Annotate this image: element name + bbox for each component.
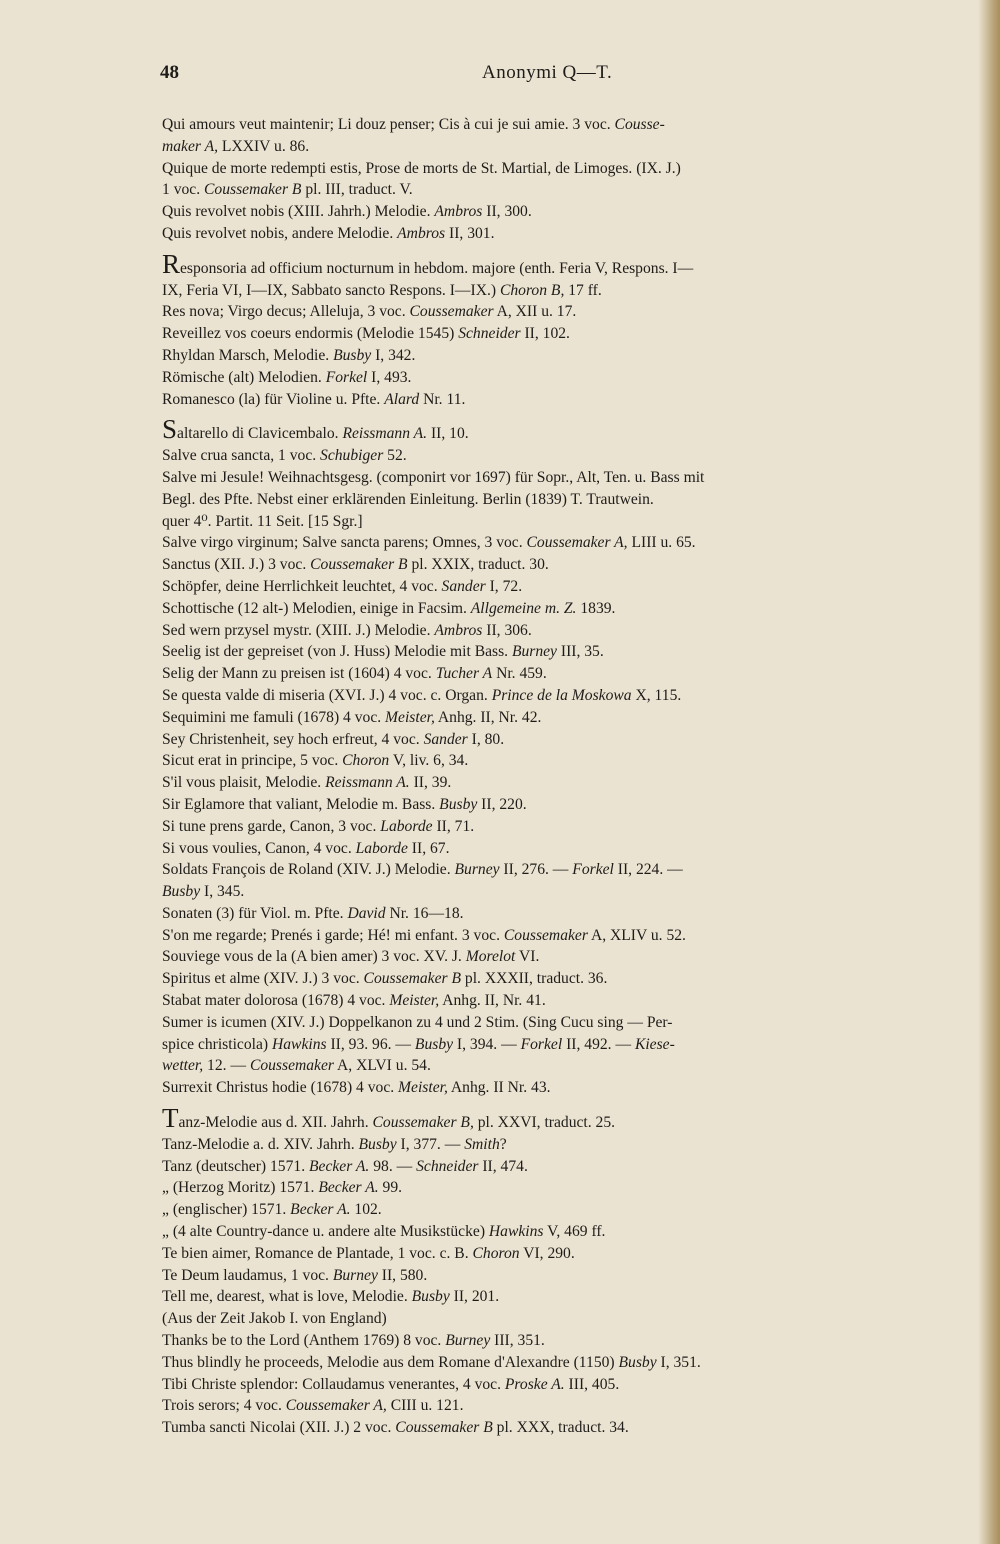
catalog-entry bbox=[162, 663, 938, 685]
source-reference: Forkel bbox=[520, 1035, 563, 1053]
entry-text: Schöpfer, deine Herrlichkeit leuchtet, 4 voc. bbox=[162, 577, 442, 595]
source-reference: Ambros bbox=[434, 203, 483, 221]
entry-text: pl. III, traduct. V. bbox=[301, 181, 413, 199]
source-reference: Coussemaker A, bbox=[285, 1397, 387, 1415]
catalog-entry bbox=[162, 1395, 938, 1417]
entry-text: Romanesco (la) für Violine u. Pfte. bbox=[162, 390, 385, 408]
entry-text: Soldats François de Roland (XIV. J.) Melodie. bbox=[162, 861, 455, 879]
entry-text: S'on me regarde; Prenés i garde; Hé! mi enfant. 3 voc. bbox=[162, 926, 504, 944]
catalog-entry bbox=[162, 323, 938, 345]
source-reference: Allgemeine m. Z. bbox=[470, 599, 577, 617]
catalog-entry bbox=[162, 223, 938, 245]
source-reference: Meister, bbox=[389, 992, 440, 1010]
source-reference: Laborde bbox=[355, 839, 408, 857]
catalog-entry bbox=[162, 968, 938, 990]
catalog-entry bbox=[162, 750, 938, 772]
entry-text: Sicut erat in principe, 5 voc. bbox=[162, 752, 343, 770]
catalog-entry bbox=[162, 598, 938, 620]
catalog-entry bbox=[162, 301, 938, 323]
entry-text: Sey Christenheit, sey hoch erfreut, 4 voc. bbox=[162, 730, 424, 748]
source-reference: Alard bbox=[384, 390, 420, 408]
catalog-entry bbox=[162, 345, 938, 367]
entry-text: Salve crua sancta, 1 voc. bbox=[162, 447, 321, 465]
entry-text: VI. bbox=[515, 948, 540, 966]
entry-text: Res nova; Virgo decus; Alleluja, 3 voc. bbox=[162, 303, 410, 321]
entry-text: I, 72. bbox=[485, 577, 523, 595]
source-reference: Coussemaker B bbox=[310, 556, 408, 574]
catalog-entry bbox=[162, 1177, 938, 1199]
entry-text: Quis revolvet nobis, andere Melodie. bbox=[162, 224, 398, 242]
catalog-entry bbox=[162, 1012, 938, 1034]
catalog-entry bbox=[162, 136, 938, 158]
entry-text: IX, Feria VI, I—IX, Sabbato sancto Respons. I—IX.) bbox=[162, 281, 500, 299]
entry-text: Te bien aimer, Romance de Plantade, 1 voc. c. B. bbox=[162, 1244, 473, 1262]
entry-text: Sir Eglamore that valiant, Melodie m. Bass. bbox=[162, 795, 440, 813]
catalog-entry bbox=[162, 1286, 938, 1308]
source-reference: Hawkins bbox=[488, 1223, 544, 1241]
entry-text: Salve mi Jesule! Weihnachtsgesg. (componirt vor 1697) für Sopr., Alt, Ten. u. Bass mit bbox=[162, 468, 705, 486]
entry-text: I, 351. bbox=[656, 1353, 701, 1371]
entry-text: I, 377. — bbox=[396, 1135, 465, 1153]
source-reference: Reissmann A. bbox=[342, 425, 428, 443]
entry-text: ? bbox=[499, 1135, 507, 1153]
catalog-entry bbox=[162, 445, 938, 467]
catalog-entry bbox=[162, 1330, 938, 1352]
entry-text: II, 224. — bbox=[613, 861, 683, 879]
source-reference: Ambros bbox=[397, 224, 446, 242]
source-reference: Reissmann A. bbox=[325, 774, 410, 792]
entry-text: I, 80. bbox=[467, 730, 505, 748]
entry-text: Si tune prens garde, Canon, 3 voc. bbox=[162, 817, 381, 835]
entry-list bbox=[162, 114, 938, 1439]
entry-text: Quique de morte redempti estis, Prose de morts de St. Martial, de Limoges. (IX. J.) bbox=[162, 159, 681, 177]
entry-text: Tell me, dearest, what is love, Melodie. bbox=[162, 1288, 412, 1306]
entry-text: A, XLIV u. 52. bbox=[587, 926, 686, 944]
entry-text: 1 voc. bbox=[162, 181, 205, 199]
entry-text: I, 345. bbox=[200, 883, 245, 901]
page-edge-shadow bbox=[978, 0, 1000, 1544]
catalog-entry bbox=[162, 816, 938, 838]
entry-text: Te Deum laudamus, 1 voc. bbox=[162, 1266, 333, 1284]
entry-text: pl. XXVI, traduct. 25. bbox=[473, 1114, 616, 1132]
entry-text: Sonaten (3) für Viol. m. Pfte. bbox=[162, 904, 348, 922]
entry-text: 102. bbox=[350, 1201, 382, 1219]
entry-text: Salve virgo virginum; Salve sancta parens; Omnes, 3 voc. bbox=[162, 534, 527, 552]
catalog-entry bbox=[162, 367, 938, 389]
entry-text: quer 4⁰. Partit. 11 Seit. [15 Sgr.] bbox=[162, 512, 363, 530]
source-reference: Kiese- bbox=[634, 1035, 675, 1053]
catalog-entry bbox=[162, 1308, 938, 1330]
entry-text: X, 115. bbox=[631, 686, 682, 704]
entry-text: „ (Herzog Moritz) 1571. bbox=[162, 1179, 319, 1197]
catalog-entry bbox=[162, 641, 938, 663]
catalog-entry bbox=[162, 881, 938, 903]
page-header bbox=[160, 62, 920, 90]
section-initial: T bbox=[162, 1103, 179, 1134]
catalog-entry bbox=[162, 903, 938, 925]
catalog-entry bbox=[162, 280, 938, 302]
entry-text: Selig der Mann zu preisen ist (1604) 4 voc. bbox=[162, 665, 436, 683]
catalog-entry bbox=[162, 1134, 938, 1156]
source-reference: Laborde bbox=[380, 817, 433, 835]
entry-text: II, 492. — bbox=[562, 1035, 635, 1053]
source-reference: Sander bbox=[441, 577, 486, 595]
entry-text: II, 276. — bbox=[499, 861, 573, 879]
catalog-entry bbox=[162, 794, 938, 816]
entry-text: (Aus der Zeit Jakob I. von England) bbox=[162, 1310, 387, 1328]
page-number: 48 bbox=[160, 62, 179, 83]
entry-text: II, 102. bbox=[520, 325, 570, 343]
source-reference: Busby bbox=[618, 1353, 657, 1371]
entry-text: II, 580. bbox=[377, 1266, 428, 1284]
source-reference: Smith bbox=[464, 1135, 500, 1153]
entry-text: 1839. bbox=[576, 599, 616, 617]
source-reference: Choron bbox=[472, 1244, 520, 1262]
entry-text: II, 220. bbox=[477, 795, 527, 813]
entry-text: Spiritus et alme (XIV. J.) 3 voc. bbox=[162, 970, 364, 988]
entry-text: Sed wern przysel mystr. (XIII. J.) Melodie. bbox=[162, 621, 435, 639]
source-reference: Schubiger bbox=[320, 447, 384, 465]
entry-text: II, 39. bbox=[409, 774, 452, 792]
entry-text: A, XII u. 17. bbox=[493, 303, 577, 321]
entry-text: Tumba sancti Nicolai (XII. J.) 2 voc. bbox=[162, 1419, 396, 1437]
entry-text: A, XLVI u. 54. bbox=[333, 1057, 431, 1075]
entry-text: II, 300. bbox=[482, 203, 532, 221]
catalog-entry bbox=[162, 1103, 938, 1134]
source-reference: Burney bbox=[454, 861, 500, 879]
catalog-entry bbox=[162, 1034, 938, 1056]
source-reference: Choron B, bbox=[499, 281, 565, 299]
entry-text: Tibi Christe splendor: Collaudamus venerantes, 4 voc. bbox=[162, 1375, 505, 1393]
catalog-entry bbox=[162, 620, 938, 642]
catalog-entry bbox=[162, 532, 938, 554]
entry-text: S'il vous plaisit, Melodie. bbox=[162, 774, 326, 792]
catalog-entry bbox=[162, 925, 938, 947]
entry-text: II, 306. bbox=[482, 621, 532, 639]
catalog-entry bbox=[162, 1374, 938, 1396]
entry-text: pl. XXIX, traduct. 30. bbox=[407, 556, 549, 574]
entry-text: II, 93. 96. — bbox=[326, 1035, 415, 1053]
catalog-entry bbox=[162, 489, 938, 511]
entry-text: pl. XXXII, traduct. 36. bbox=[461, 970, 608, 988]
entry-text: spice christicola) bbox=[162, 1035, 272, 1053]
source-reference: Meister, bbox=[385, 708, 435, 726]
running-title: Anonymi Q—T. bbox=[482, 62, 613, 83]
entry-text: III, 351. bbox=[490, 1332, 545, 1350]
source-reference: Busby bbox=[414, 1035, 454, 1053]
entry-text: Qui amours veut maintenir; Li douz penser; Cis à cui je sui amie. 3 voc. bbox=[162, 116, 615, 133]
source-reference: Coussemaker B bbox=[204, 181, 302, 199]
entry-text: pl. XXX, traduct. 34. bbox=[492, 1419, 629, 1437]
entry-text: Thus blindly he proceeds, Melodie aus dem Romane d'Alexandre (1150) bbox=[162, 1353, 619, 1371]
entry-text: Surrexit Christus hodie (1678) 4 voc. bbox=[162, 1079, 399, 1097]
entry-text: 98. — bbox=[369, 1157, 417, 1175]
entry-text: Se questa valde di miseria (XVI. J.) 4 voc. c. Organ. bbox=[162, 686, 492, 704]
catalog-entry bbox=[162, 114, 938, 136]
source-reference: Forkel bbox=[572, 861, 614, 879]
entry-text: II, 71. bbox=[432, 817, 475, 835]
source-reference: wetter, bbox=[162, 1057, 204, 1075]
source-reference: Busby bbox=[333, 346, 372, 364]
catalog-entry bbox=[162, 576, 938, 598]
source-reference: Schneider bbox=[416, 1157, 479, 1175]
catalog-entry bbox=[162, 1265, 938, 1287]
source-reference: Prince de la Moskowa bbox=[491, 686, 632, 704]
source-reference: Coussemaker bbox=[409, 303, 494, 321]
source-reference: Burney bbox=[332, 1266, 378, 1284]
source-reference: Schneider bbox=[458, 325, 521, 343]
entry-text: II, 67. bbox=[407, 839, 450, 857]
entry-text: anz-Melodie aus d. XII. Jahrh. bbox=[178, 1114, 373, 1132]
entry-text: Nr. 16—18. bbox=[385, 904, 464, 922]
catalog-entry bbox=[162, 1156, 938, 1178]
source-reference: maker A, bbox=[162, 137, 219, 155]
entry-text: Tanz-Melodie a. d. XIV. Jahrh. bbox=[162, 1135, 359, 1153]
catalog-entry bbox=[162, 414, 938, 445]
catalog-entry bbox=[162, 685, 938, 707]
source-reference: Coussemaker B, bbox=[372, 1114, 474, 1132]
source-reference: Meister, bbox=[398, 1079, 448, 1097]
entry-text: I, 394. — bbox=[453, 1035, 521, 1053]
source-reference: Becker A. bbox=[309, 1157, 370, 1175]
catalog-entry bbox=[162, 990, 938, 1012]
catalog-entry bbox=[162, 1352, 938, 1374]
catalog-entry bbox=[162, 1199, 938, 1221]
entry-text: Trois serors; 4 voc. bbox=[162, 1397, 286, 1415]
source-reference: David bbox=[347, 904, 386, 922]
entry-text: Anhg. II, Nr. 42. bbox=[434, 708, 542, 726]
entry-text: V, liv. 6, 34. bbox=[389, 752, 469, 770]
entry-text: altarello di Clavicembalo. bbox=[177, 425, 343, 443]
entry-text: Seelig ist der gepreiset (von J. Huss) Melodie mit Bass. bbox=[162, 643, 512, 661]
entry-text: 52. bbox=[383, 447, 407, 465]
source-reference: Burney bbox=[511, 643, 557, 661]
source-reference: Sander bbox=[423, 730, 468, 748]
catalog-entry bbox=[162, 772, 938, 794]
source-reference: Proske A. bbox=[504, 1375, 565, 1393]
source-reference: Busby bbox=[411, 1288, 450, 1306]
source-reference: Coussemaker A, bbox=[526, 534, 628, 552]
source-reference: Burney bbox=[445, 1332, 491, 1350]
entry-text: Stabat mater dolorosa (1678) 4 voc. bbox=[162, 992, 390, 1010]
source-reference: Busby bbox=[439, 795, 478, 813]
entry-text: Rhyldan Marsch, Melodie. bbox=[162, 346, 334, 364]
catalog-entry bbox=[162, 946, 938, 968]
catalog-entry bbox=[162, 554, 938, 576]
entry-text: Anhg. II, Nr. 41. bbox=[439, 992, 546, 1010]
source-reference: Forkel bbox=[325, 368, 368, 386]
entry-text: II, 474. bbox=[478, 1157, 528, 1175]
entry-text: Si vous voulies, Canon, 4 voc. bbox=[162, 839, 356, 857]
entry-text: Sequimini me famuli (1678) 4 voc. bbox=[162, 708, 386, 726]
entry-text: II, 10. bbox=[427, 425, 469, 443]
catalog-entry bbox=[162, 1243, 938, 1265]
entry-text: 17 ff. bbox=[564, 281, 602, 299]
catalog-entry bbox=[162, 838, 938, 860]
source-reference: Morelot bbox=[465, 948, 516, 966]
entry-text: V, 469 ff. bbox=[543, 1223, 606, 1241]
catalog-entry bbox=[162, 707, 938, 729]
catalog-entry bbox=[162, 201, 938, 223]
entry-text: Schottische (12 alt-) Melodien, einige in Facsim. bbox=[162, 599, 471, 617]
source-reference: Coussemaker B bbox=[363, 970, 461, 988]
entry-text: Tanz (deutscher) 1571. bbox=[162, 1157, 309, 1175]
entry-text: Nr. 11. bbox=[419, 390, 466, 408]
catalog-entry bbox=[162, 467, 938, 489]
entry-text: Quis revolvet nobis (XIII. Jahrh.) Melodie. bbox=[162, 203, 435, 221]
entry-text: I, 342. bbox=[371, 346, 416, 364]
entry-text: LIII u. 65. bbox=[627, 534, 696, 552]
source-reference: Coussemaker bbox=[249, 1057, 334, 1075]
entry-text: Begl. des Pfte. Nebst einer erklärenden Einleitung. Berlin (1839) T. Trautwein. bbox=[162, 490, 654, 508]
catalog-entry bbox=[162, 1221, 938, 1243]
source-reference: Becker A. bbox=[318, 1179, 379, 1197]
section-initial: S bbox=[162, 414, 178, 445]
source-reference: Becker A. bbox=[290, 1201, 351, 1219]
entry-text: 99. bbox=[378, 1179, 403, 1197]
source-reference: Ambros bbox=[434, 621, 483, 639]
catalog-entry bbox=[162, 179, 938, 201]
entry-text: Sanctus (XII. J.) 3 voc. bbox=[162, 556, 311, 574]
entry-text: LXXIV u. 86. bbox=[218, 137, 310, 155]
entry-text: VI, 290. bbox=[519, 1244, 575, 1262]
source-reference: Hawkins bbox=[271, 1035, 327, 1053]
entry-text: Römische (alt) Melodien. bbox=[162, 368, 326, 386]
catalog-entry bbox=[162, 859, 938, 881]
catalog-entry bbox=[162, 729, 938, 751]
entry-text: esponsoria ad officium nocturnum in hebdom. majore (enth. Feria V, Respons. I— bbox=[180, 259, 694, 277]
entry-text: Thanks be to the Lord (Anthem 1769) 8 voc. bbox=[162, 1332, 446, 1350]
catalog-entry bbox=[162, 1055, 938, 1077]
entry-text: II, 201. bbox=[449, 1288, 500, 1306]
entry-text: „ (4 alte Country-dance u. andere alte Musikstücke) bbox=[162, 1223, 489, 1241]
source-reference: Coussemaker B bbox=[395, 1419, 493, 1437]
entry-text: „ (englischer) 1571. bbox=[162, 1201, 291, 1219]
source-reference: Cousse- bbox=[614, 116, 665, 133]
source-reference: Coussemaker bbox=[503, 926, 588, 944]
source-reference: Tucher A bbox=[435, 665, 493, 683]
catalog-entry bbox=[162, 1077, 938, 1099]
entry-text: II, 301. bbox=[445, 224, 495, 242]
section-initial: R bbox=[162, 248, 181, 279]
catalog-entry bbox=[162, 511, 938, 533]
catalog-entry bbox=[162, 158, 938, 180]
entry-text: 12. — bbox=[203, 1057, 250, 1075]
catalog-entry bbox=[162, 248, 938, 280]
catalog-entry bbox=[162, 389, 938, 411]
entry-text: Nr. 459. bbox=[492, 665, 547, 683]
entry-text: III, 405. bbox=[564, 1375, 620, 1393]
entry-text: I, 493. bbox=[367, 368, 412, 386]
entry-text: Sumer is icumen (XIV. J.) Doppelkanon zu 4 und 2 Stim. (Sing Cucu sing — Per- bbox=[162, 1013, 673, 1031]
entry-text: Anhg. II Nr. 43. bbox=[447, 1079, 551, 1097]
catalog-entry bbox=[162, 1417, 938, 1439]
entry-text: III, 35. bbox=[556, 643, 604, 661]
source-reference: Busby bbox=[162, 883, 201, 901]
entry-text: Reveillez vos coeurs endormis (Melodie 1545) bbox=[162, 325, 459, 343]
entry-text: CIII u. 121. bbox=[386, 1397, 464, 1415]
source-reference: Busby bbox=[358, 1135, 397, 1153]
source-reference: Choron bbox=[342, 752, 390, 770]
entry-text: Souviege vous de la (A bien amer) 3 voc. XV. J. bbox=[162, 948, 466, 966]
